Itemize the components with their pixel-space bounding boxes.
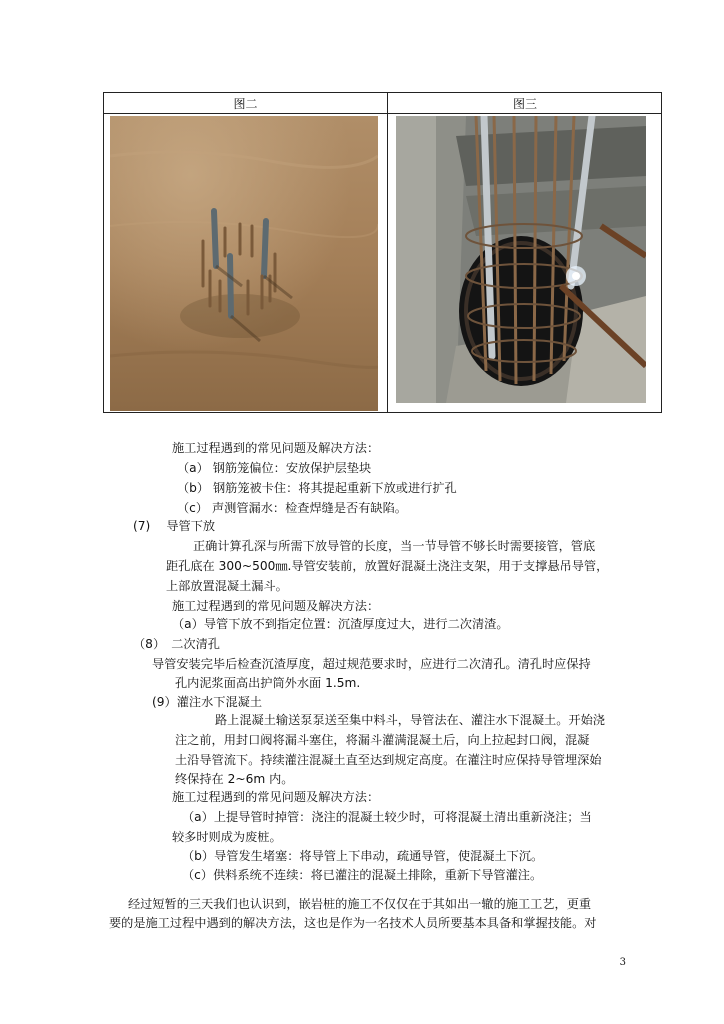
list-item: （b）导管发生堵塞：将导管上下串动，疏通导管，使混凝土下沉。 (182, 849, 544, 863)
section-heading: (7) 导管下放 (133, 519, 216, 533)
body-line: 土沿导管流下。持续灌注混凝土直至达到规定高度。在灌注时应保持导管埋深始 (175, 753, 602, 767)
table-divider (104, 113, 661, 114)
figure-table (103, 92, 662, 413)
figure-caption: 图二 (233, 97, 258, 111)
table-divider (387, 93, 388, 412)
figure-caption: 图三 (512, 97, 537, 111)
body-line: 经过短暂的三天我们也认识到，嵌岩桩的施工不仅仅在于其如出一辙的施工工艺，更重 (128, 897, 592, 911)
body-line: 正确计算孔深与所需下放导管的长度，当一节导管不够长时需要接管，管底 (193, 539, 596, 553)
body-line: 终保持在 2~6m 内。 (175, 772, 294, 786)
body-line: 施工过程遇到的常见问题及解决方法： (172, 790, 380, 804)
photo-rebar-cage (396, 116, 646, 403)
page-number: 3 (619, 957, 626, 968)
list-item: 较多时则成为废桩。 (172, 830, 282, 844)
list-item: （c）供料系统不连续：将已灌注的混凝土排除，重新下导管灌注。 (182, 868, 543, 882)
section-heading: （8） 二次清孔 (133, 637, 220, 651)
body-line: 施工过程遇到的常见问题及解决方法： (172, 599, 380, 613)
photo-rods-in-water (110, 116, 378, 411)
section-heading: (9）灌注水下混凝土 (152, 695, 263, 709)
body-line: 孔内泥浆面高出护筒外水面 1.5m. (175, 676, 361, 690)
list-item: （c） 声测管漏水：检查焊缝是否有缺陷。 (177, 501, 407, 515)
body-line: 要的是施工过程中遇到的解决方法，这也是作为一名技术人员所要基本具备和掌握技能。对 (109, 916, 597, 930)
list-item: （a）导管下放不到指定位置：沉渣厚度过大，进行二次清渣。 (172, 617, 509, 631)
list-item: （a） 钢筋笼偏位：安放保护层垫块 (177, 461, 372, 475)
body-line: 距孔底在 300~500㎜.导管安装前，放置好混凝土浇注支架，用于支撑悬吊导管， (166, 559, 609, 573)
list-item: （b） 钢筋笼被卡住：将其提起重新下放或进行扩孔 (177, 481, 457, 495)
list-item: （a）上提导管时掉管：浇注的混凝土较少时，可将混凝土清出重新浇注；当 (182, 810, 592, 824)
body-line: 上部放置混凝土漏斗。 (166, 579, 288, 593)
body-line: 路上混凝土输送泵泵送至集中料斗，导管法在、灌注水下混凝土。开始浇 (215, 713, 605, 727)
body-line: 导管安装完毕后检查沉渣厚度，超过规范要求时，应进行二次清孔。清孔时应保持 (152, 657, 591, 671)
body-line: 施工过程遇到的常见问题及解决方法： (172, 441, 380, 455)
body-line: 注之前，用封口阀将漏斗塞住，将漏斗灌满混凝土后，向上拉起封口阀，混凝 (175, 733, 590, 747)
